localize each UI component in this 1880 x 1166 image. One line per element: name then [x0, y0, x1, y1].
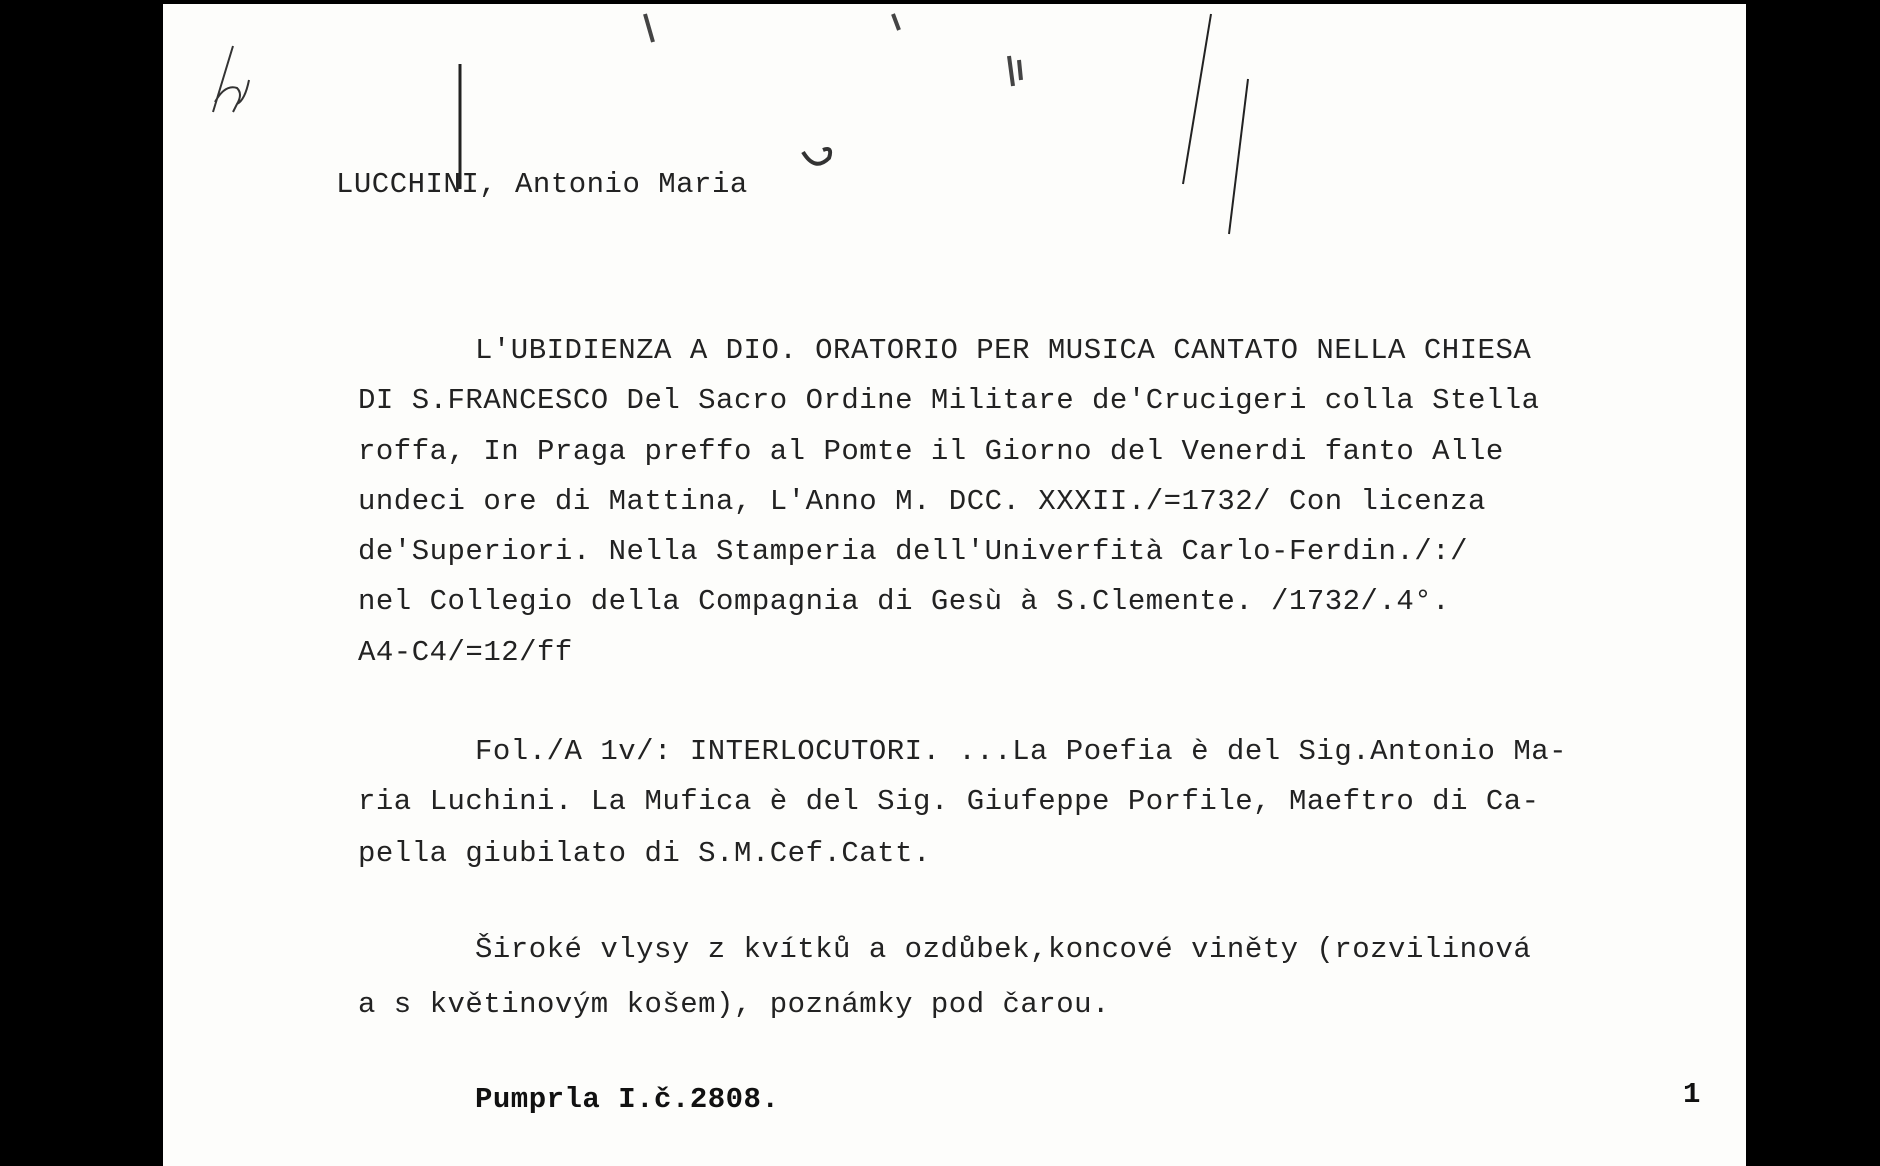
title-line: DI S.FRANCESCO Del Sacro Ordine Militare de'Crucigeri colla Stella: [358, 384, 1540, 417]
scan-line-mark: [1183, 14, 1211, 184]
catalog-card: [163, 4, 1746, 1166]
decoration-line: Široké vlysy z kvítků a ozdůbek,koncové viněty (rozvilinová: [475, 933, 1532, 966]
ink-blot-mark: [803, 149, 830, 164]
call-number: Pumprla I.č.2808.: [475, 1083, 780, 1116]
title-line: L'UBIDIENZA A DIO. ORATORIO PER MUSICA CANTATO NELLA CHIESA: [475, 334, 1532, 367]
note-line: ria Luchini. La Mufica è del Sig. Giufeppe Porfile, Maeftro di Ca-: [358, 785, 1540, 818]
decoration-line: a s květinovým košem), poznámky pod čarou.: [358, 988, 1110, 1021]
title-line: A4-C4/=12/ff: [358, 636, 573, 669]
title-line: undeci ore di Mattina, L'Anno M. DCC. XXXII./=1732/ Con licenza: [358, 485, 1486, 518]
note-line: Fol./A 1v/: INTERLOCUTORI. ...La Poefia è del Sig.Antonio Ma-: [475, 735, 1568, 768]
title-line: nel Collegio della Compagnia di Gesù à S.Clemente. /1732/.4°.: [358, 585, 1451, 618]
note-line: pella giubilato di S.M.Cef.Catt.: [358, 837, 931, 870]
title-line: de'Superiori. Nella Stamperia dell'Univerfità Carlo-Ferdin./:/: [358, 535, 1468, 568]
scan-line-mark: [1229, 79, 1248, 234]
ink-blot-mark: [645, 14, 1021, 86]
page-number: 1: [1683, 1078, 1701, 1111]
title-line: roffa, In Praga preffo al Pomte il Giorno del Venerdi fanto Alle: [358, 435, 1504, 468]
entry-heading: LUCCHINI, Antonio Maria: [336, 168, 748, 201]
